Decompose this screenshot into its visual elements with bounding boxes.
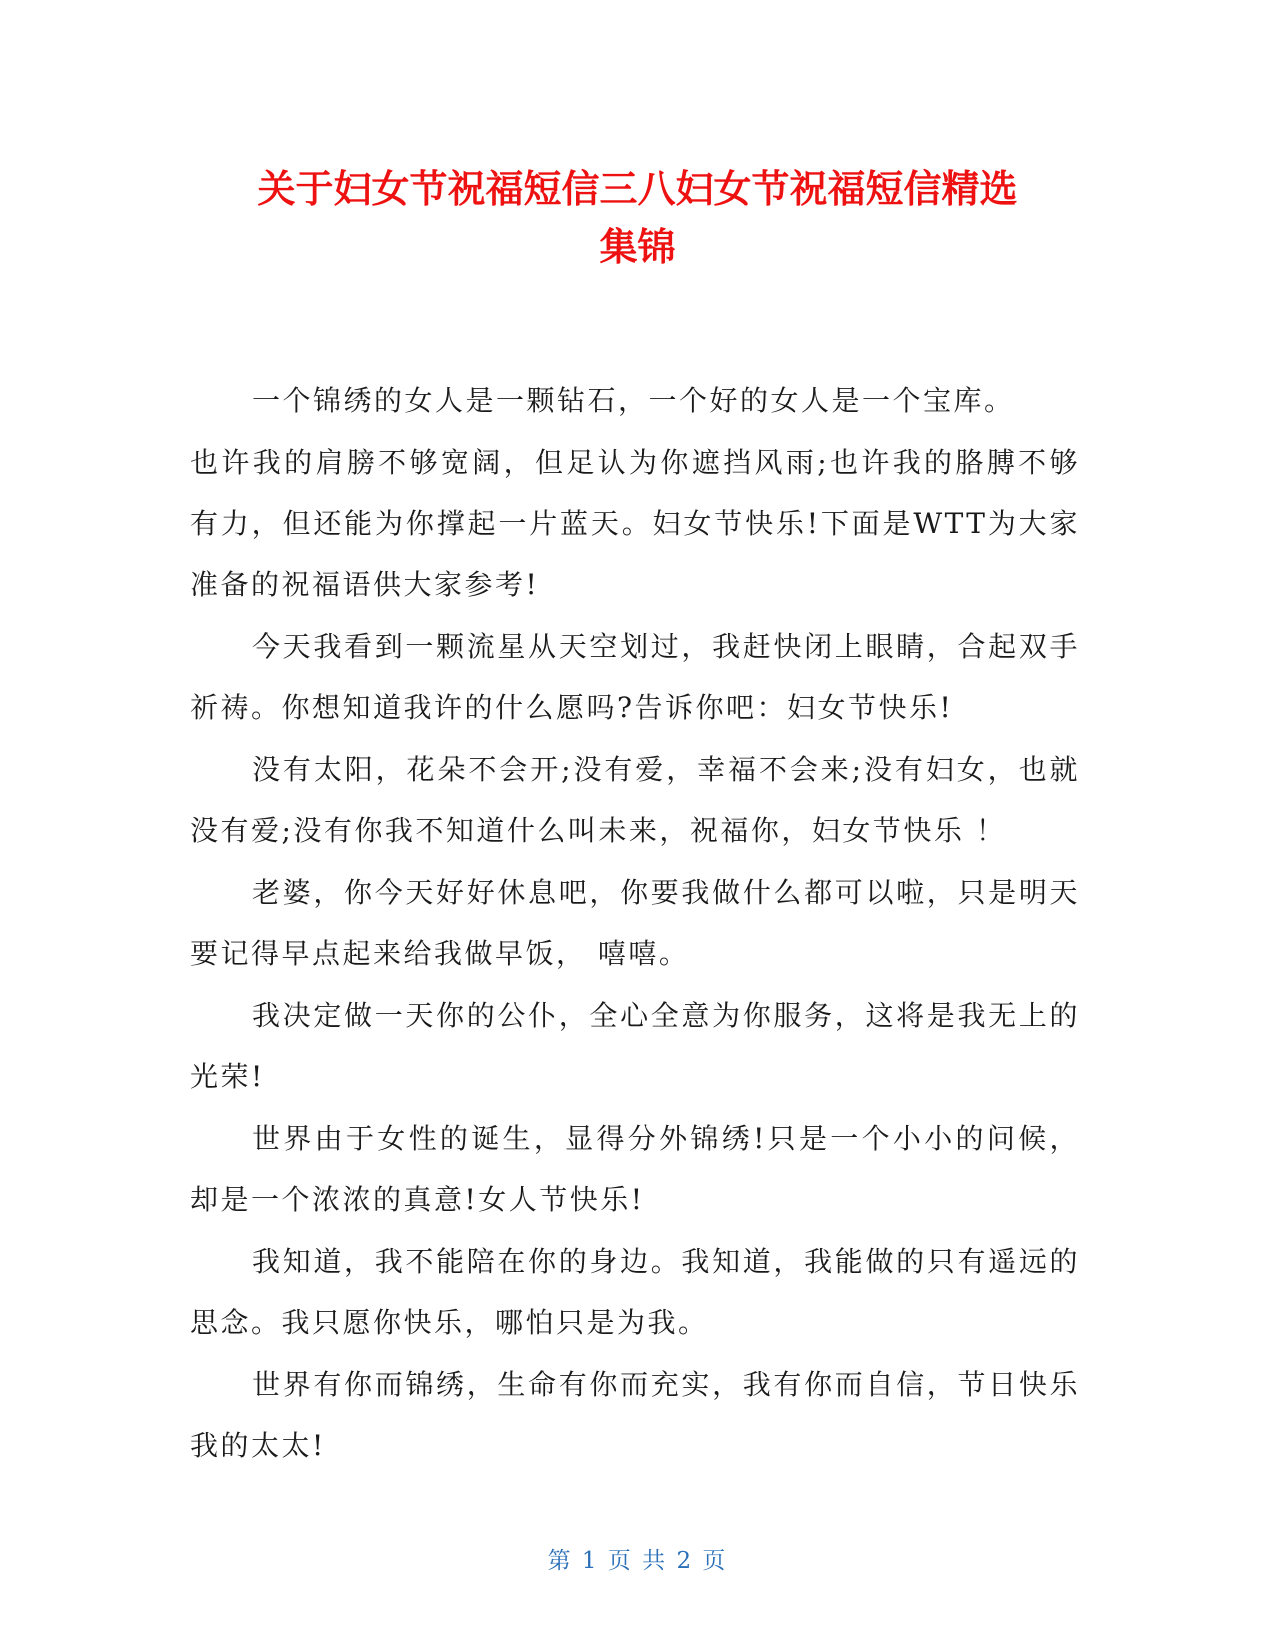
document-body xyxy=(190,370,1080,1477)
title-line-1: 关于妇女节祝福短信三八妇女节祝福短信精选 xyxy=(257,167,1018,211)
paragraph: 也许我的肩膀不够宽阔，但足认为你遮挡风雨;也许我的胳膊不够有力，但还能为你撑起一片蓝天。妇女节快乐!下面是WTT为大家准备的祝福语供大家参考! xyxy=(190,446,1080,601)
page-footer xyxy=(0,1542,1275,1575)
page-number-label: 第 1 页 共 2 页 xyxy=(547,1548,728,1574)
paragraph: 我知道，我不能陪在你的身边。我知道，我能做的只有遥远的思念。我只愿你快乐，哪怕只是为我。 xyxy=(190,1245,1080,1339)
paragraph: 没有太阳，花朵不会开;没有爱，幸福不会来;没有妇女，也就没有爱;没有你我不知道什么叫未来，祝福你，妇女节快乐 ！ xyxy=(190,753,1080,847)
title-line-2: 集锦 xyxy=(599,225,676,269)
paragraph: 我决定做一天你的公仆，全心全意为你服务，这将是我无上的光荣! xyxy=(190,999,1080,1093)
paragraph: 老婆，你今天好好休息吧，你要我做什么都可以啦，只是明天要记得早点起来给我做早饭， 嘻嘻。 xyxy=(190,876,1080,970)
paragraph: 世界由于女性的诞生，显得分外锦绣!只是一个小小的问候，却是一个浓浓的真意!女人节快乐! xyxy=(190,1122,1080,1216)
paragraph: 一个锦绣的女人是一颗钻石，一个好的女人是一个宝库。 xyxy=(252,384,1015,417)
paragraph: 今天我看到一颗流星从天空划过，我赶快闭上眼睛，合起双手祈祷。你想知道我许的什么愿吗?告诉你吧：妇女节快乐! xyxy=(190,630,1080,724)
paragraph: 世界有你而锦绣，生命有你而充实，我有你而自信，节日快乐我的太太! xyxy=(190,1368,1080,1462)
document-title xyxy=(160,160,1115,276)
